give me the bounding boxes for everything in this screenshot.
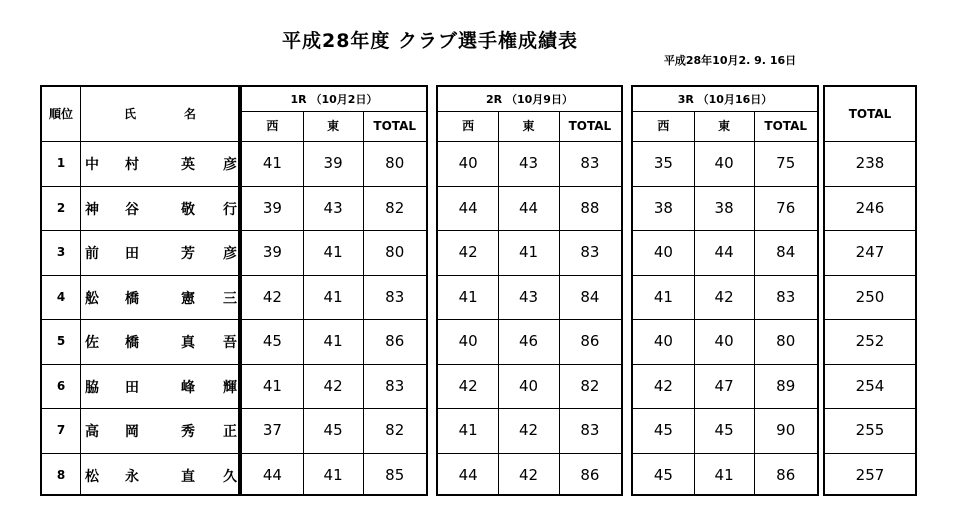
player-name-char: 前 bbox=[85, 246, 99, 262]
player-name-char: 吾 bbox=[223, 335, 237, 351]
score-cell: 43 bbox=[519, 287, 539, 306]
score-cell: 39 bbox=[262, 243, 282, 262]
score-cell: 44 bbox=[458, 198, 478, 217]
score-cell: 43 bbox=[519, 154, 539, 173]
east-header: 東 bbox=[718, 119, 731, 133]
player-name-char: 真 bbox=[181, 335, 195, 351]
score-cell: 41 bbox=[262, 154, 282, 173]
score-cell: 83 bbox=[776, 287, 796, 306]
rank-cell: 5 bbox=[56, 334, 66, 349]
east-header: 東 bbox=[522, 119, 535, 133]
rank-cell: 3 bbox=[56, 245, 66, 260]
score-cell: 80 bbox=[385, 243, 405, 262]
score-cell: 90 bbox=[776, 421, 796, 440]
rank-cell: 8 bbox=[56, 467, 66, 482]
score-cell: 41 bbox=[323, 332, 343, 351]
player-name-char: 彦 bbox=[223, 246, 237, 262]
rank-cell: 1 bbox=[56, 156, 66, 171]
player-name-char: 佐 bbox=[85, 335, 99, 351]
player-name-char: 三 bbox=[223, 290, 237, 307]
score-cell: 44 bbox=[458, 465, 478, 484]
score-cell: 42 bbox=[519, 421, 539, 440]
score-cell: 42 bbox=[519, 465, 539, 484]
player-name-char: 輝 bbox=[223, 379, 237, 396]
grand-total-cell: 257 bbox=[855, 465, 885, 484]
score-cell: 44 bbox=[519, 198, 539, 217]
score-cell: 45 bbox=[262, 332, 282, 351]
round-3-block bbox=[631, 85, 819, 496]
score-cell: 40 bbox=[458, 154, 478, 173]
grand-total-cell: 238 bbox=[855, 154, 885, 173]
score-cell: 83 bbox=[580, 154, 600, 173]
score-cell: 47 bbox=[714, 376, 734, 395]
west-header: 西 bbox=[462, 119, 475, 133]
score-cell: 42 bbox=[458, 376, 478, 395]
player-name-char: 久 bbox=[223, 468, 237, 485]
player-name-char: 谷 bbox=[125, 201, 139, 218]
score-cell: 86 bbox=[776, 465, 796, 484]
player-name-char: 村 bbox=[125, 157, 139, 173]
score-cell: 45 bbox=[323, 421, 343, 440]
grand-total-block bbox=[823, 85, 917, 496]
score-cell: 35 bbox=[653, 154, 673, 173]
score-cell: 84 bbox=[776, 243, 796, 262]
score-cell: 44 bbox=[262, 465, 282, 484]
player-name-char: 田 bbox=[125, 246, 139, 262]
score-cell: 83 bbox=[580, 243, 600, 262]
player-name-char: 永 bbox=[125, 468, 139, 485]
round-header: 2R （10月9日） bbox=[486, 93, 573, 106]
score-cell: 42 bbox=[323, 376, 343, 395]
score-cell: 75 bbox=[776, 154, 796, 173]
column-divider bbox=[80, 87, 81, 494]
player-name-char: 田 bbox=[125, 379, 139, 396]
score-cell: 76 bbox=[776, 198, 796, 217]
score-cell: 83 bbox=[385, 376, 405, 395]
player-name-char: 敬 bbox=[181, 201, 195, 218]
grand-total-cell: 254 bbox=[855, 376, 885, 395]
score-cell: 84 bbox=[580, 287, 600, 306]
player-name-char: 高 bbox=[85, 424, 99, 440]
score-cell: 40 bbox=[653, 332, 673, 351]
score-cell: 82 bbox=[580, 376, 600, 395]
date-line: 平成28年10月2. 9. 16日 bbox=[663, 54, 797, 67]
total-header: TOTAL bbox=[764, 118, 807, 133]
player-name-char: 直 bbox=[181, 468, 195, 485]
round-header: 3R （10月16日） bbox=[677, 93, 773, 106]
score-cell: 40 bbox=[714, 154, 734, 173]
round-1-block bbox=[240, 85, 428, 496]
player-name-char: 正 bbox=[223, 424, 237, 440]
score-cell: 41 bbox=[519, 243, 539, 262]
round-header: 1R （10月2日） bbox=[290, 93, 378, 106]
score-cell: 86 bbox=[385, 332, 405, 351]
score-cell: 43 bbox=[323, 198, 343, 217]
player-name-char: 彦 bbox=[223, 157, 237, 173]
score-cell: 86 bbox=[580, 465, 600, 484]
score-cell: 45 bbox=[714, 421, 734, 440]
score-cell: 41 bbox=[714, 465, 734, 484]
player-name-char: 脇 bbox=[85, 379, 99, 396]
rank-cell: 7 bbox=[56, 423, 66, 438]
player-name-char: 英 bbox=[181, 157, 195, 173]
score-cell: 40 bbox=[458, 332, 478, 351]
score-cell: 41 bbox=[323, 287, 343, 306]
score-cell: 42 bbox=[458, 243, 478, 262]
score-cell: 45 bbox=[653, 465, 673, 484]
score-cell: 82 bbox=[385, 198, 405, 217]
score-cell: 89 bbox=[776, 376, 796, 395]
player-name-char: 岡 bbox=[125, 424, 139, 440]
score-cell: 42 bbox=[653, 376, 673, 395]
west-header: 西 bbox=[266, 119, 279, 133]
score-cell: 80 bbox=[385, 154, 405, 173]
score-cell: 40 bbox=[519, 376, 539, 395]
score-cell: 42 bbox=[714, 287, 734, 306]
round-2-block bbox=[436, 85, 623, 496]
player-name-char: 秀 bbox=[181, 424, 195, 440]
score-cell: 86 bbox=[580, 332, 600, 351]
total-header: TOTAL bbox=[373, 118, 416, 133]
player-name-char: 行 bbox=[223, 201, 237, 218]
names-block bbox=[40, 85, 240, 496]
player-name-char: 峰 bbox=[181, 379, 195, 396]
total-header: TOTAL bbox=[568, 118, 612, 133]
rank-cell: 2 bbox=[56, 200, 66, 215]
name-header-surname: 氏 bbox=[123, 107, 136, 121]
score-cell: 38 bbox=[714, 198, 734, 217]
score-cell: 41 bbox=[262, 376, 282, 395]
score-cell: 38 bbox=[653, 198, 673, 217]
page-title: 平成28年度 クラブ選手権成績表 bbox=[281, 30, 579, 52]
score-cell: 39 bbox=[262, 198, 282, 217]
grand-total-cell: 255 bbox=[855, 421, 885, 440]
player-name-char: 橋 bbox=[125, 335, 139, 351]
grand-total-cell: 250 bbox=[855, 287, 885, 306]
score-cell: 46 bbox=[519, 332, 539, 351]
player-name-char: 憲 bbox=[181, 290, 195, 307]
player-name-char: 松 bbox=[85, 468, 99, 485]
score-cell: 88 bbox=[580, 198, 600, 217]
grand-total-cell: 252 bbox=[855, 332, 885, 351]
name-header-given: 名 bbox=[183, 107, 196, 121]
score-cell: 80 bbox=[776, 332, 796, 351]
player-name-char: 橋 bbox=[125, 290, 139, 307]
rank-header: 順位 bbox=[48, 107, 73, 121]
score-cell: 37 bbox=[262, 421, 282, 440]
score-cell: 41 bbox=[653, 287, 673, 306]
rank-cell: 4 bbox=[56, 289, 66, 304]
score-cell: 45 bbox=[653, 421, 673, 440]
score-cell: 41 bbox=[323, 465, 343, 484]
score-cell: 44 bbox=[714, 243, 734, 262]
score-cell: 40 bbox=[653, 243, 673, 262]
grand-total-header: TOTAL bbox=[848, 106, 892, 121]
east-header: 東 bbox=[327, 119, 340, 133]
score-cell: 40 bbox=[714, 332, 734, 351]
score-cell: 39 bbox=[323, 154, 343, 173]
player-name-char: 中 bbox=[85, 157, 99, 173]
score-cell: 83 bbox=[580, 421, 600, 440]
score-cell: 83 bbox=[385, 287, 405, 306]
score-cell: 41 bbox=[323, 243, 343, 262]
score-cell: 41 bbox=[458, 421, 478, 440]
player-name-char: 神 bbox=[85, 201, 99, 218]
player-name-char: 芳 bbox=[181, 246, 195, 262]
score-cell: 82 bbox=[385, 421, 405, 440]
grand-total-cell: 246 bbox=[855, 198, 885, 217]
rank-cell: 6 bbox=[56, 378, 66, 393]
west-header: 西 bbox=[657, 119, 670, 133]
grand-total-cell: 247 bbox=[855, 243, 885, 262]
score-cell: 85 bbox=[385, 465, 405, 484]
score-cell: 42 bbox=[262, 287, 282, 306]
player-name-char: 舩 bbox=[85, 290, 99, 307]
score-cell: 41 bbox=[458, 287, 478, 306]
